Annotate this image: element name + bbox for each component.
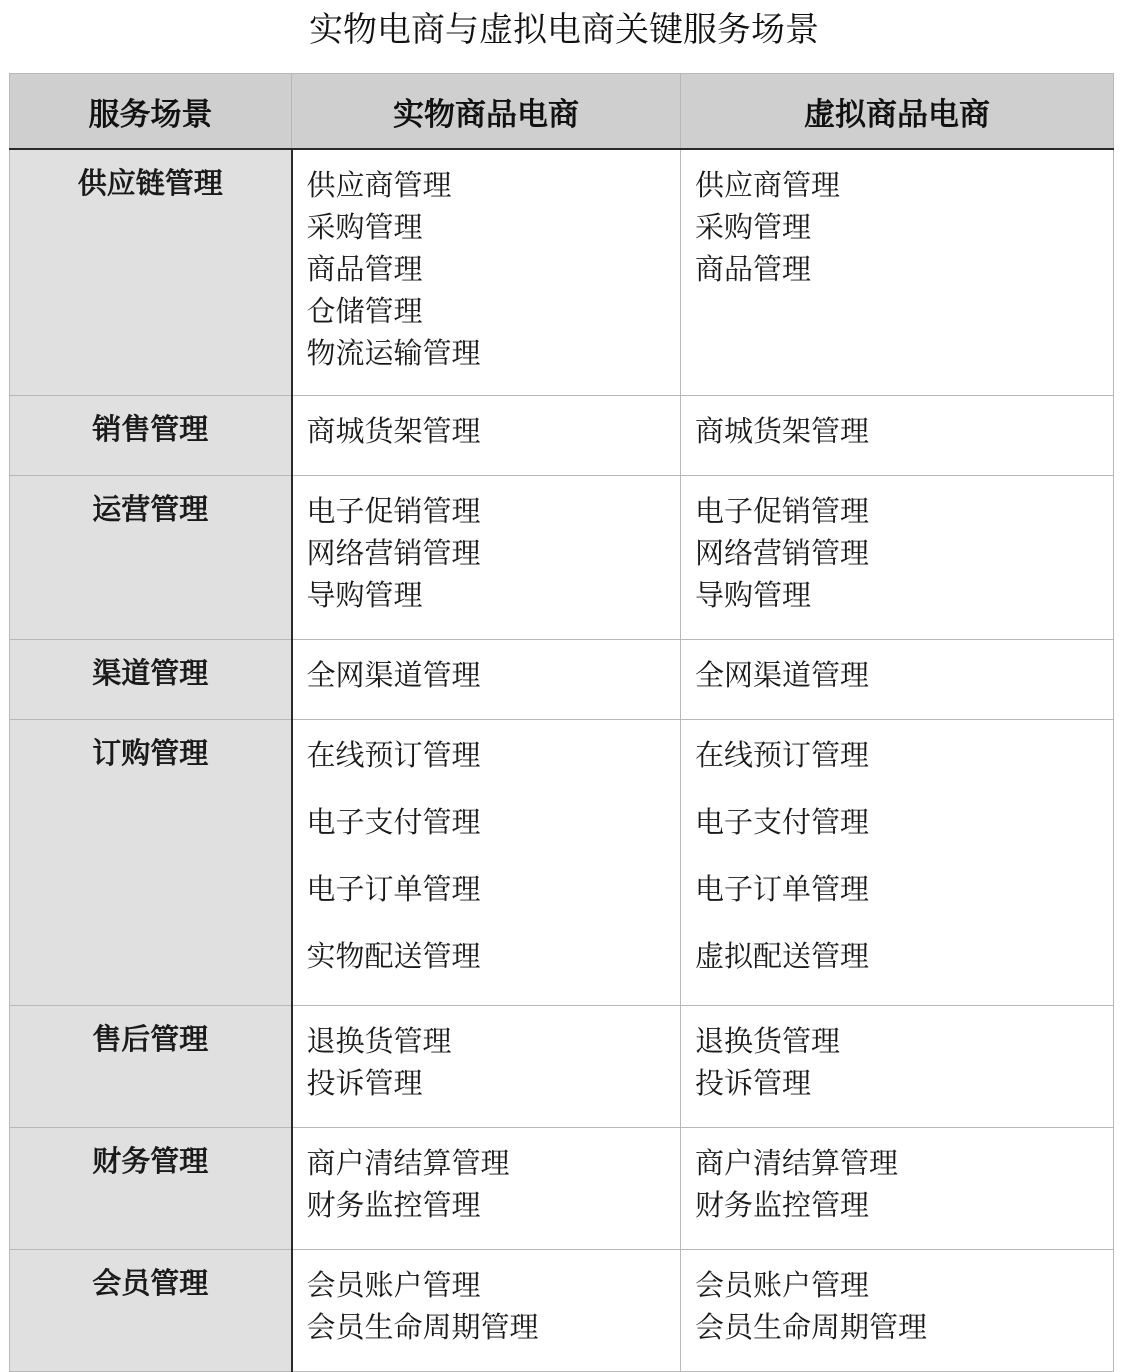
list-item: 在线预订管理 bbox=[306, 738, 481, 772]
service-scenario-table bbox=[9, 73, 1114, 1372]
header-virtual-ecommerce: 虚拟商品电商 bbox=[681, 74, 1114, 150]
table-row bbox=[10, 476, 1114, 640]
list-item: 投诉管理 bbox=[306, 1066, 423, 1100]
table-row bbox=[10, 396, 1114, 476]
table-row bbox=[10, 640, 1114, 720]
page-title: 实物电商与虚拟电商关键服务场景 bbox=[309, 10, 819, 50]
list-item: 全网渠道管理 bbox=[306, 658, 481, 692]
list-item: 虚拟配送管理 bbox=[695, 939, 870, 973]
list-item: 网络营销管理 bbox=[306, 536, 481, 570]
list-item: 会员账户管理 bbox=[306, 1268, 481, 1302]
list-item: 电子支付管理 bbox=[695, 805, 870, 839]
scene-cell: 会员管理 bbox=[10, 1250, 292, 1372]
physical-cell bbox=[292, 476, 681, 640]
virtual-cell bbox=[681, 149, 1114, 396]
list-item: 供应商管理 bbox=[695, 168, 841, 202]
physical-cell bbox=[292, 1006, 681, 1128]
scene-cell: 运营管理 bbox=[10, 476, 292, 640]
list-item: 退换货管理 bbox=[695, 1024, 841, 1058]
list-item: 商城货架管理 bbox=[695, 414, 870, 448]
list-item: 商品管理 bbox=[306, 252, 423, 286]
virtual-cell bbox=[681, 396, 1114, 476]
table-row bbox=[10, 149, 1114, 396]
list-item: 会员账户管理 bbox=[695, 1268, 870, 1302]
list-item: 商户清结算管理 bbox=[695, 1146, 899, 1180]
virtual-cell bbox=[681, 476, 1114, 640]
list-item: 电子订单管理 bbox=[306, 872, 481, 906]
virtual-cell bbox=[681, 720, 1114, 1006]
list-item: 在线预订管理 bbox=[695, 738, 870, 772]
list-item: 导购管理 bbox=[695, 578, 812, 612]
list-item: 商户清结算管理 bbox=[306, 1146, 510, 1180]
list-item: 商城货架管理 bbox=[306, 414, 481, 448]
list-item: 网络营销管理 bbox=[695, 536, 870, 570]
list-item: 采购管理 bbox=[306, 210, 423, 244]
physical-cell bbox=[292, 396, 681, 476]
list-item: 全网渠道管理 bbox=[695, 658, 870, 692]
table-row bbox=[10, 1128, 1114, 1250]
header-physical-ecommerce: 实物商品电商 bbox=[292, 74, 681, 150]
header-service-scene: 服务场景 bbox=[10, 74, 292, 150]
virtual-cell bbox=[681, 640, 1114, 720]
list-item: 电子促销管理 bbox=[695, 494, 870, 528]
physical-cell bbox=[292, 640, 681, 720]
physical-cell bbox=[292, 1250, 681, 1372]
scene-cell: 供应链管理 bbox=[10, 149, 292, 396]
list-item: 供应商管理 bbox=[306, 168, 452, 202]
physical-cell bbox=[292, 720, 681, 1006]
list-item: 退换货管理 bbox=[306, 1024, 452, 1058]
virtual-cell bbox=[681, 1128, 1114, 1250]
scene-cell: 售后管理 bbox=[10, 1006, 292, 1128]
list-item: 投诉管理 bbox=[695, 1066, 812, 1100]
scene-cell: 订购管理 bbox=[10, 720, 292, 1006]
list-item: 电子促销管理 bbox=[306, 494, 481, 528]
list-item: 商品管理 bbox=[695, 252, 812, 286]
physical-cell bbox=[292, 149, 681, 396]
virtual-cell bbox=[681, 1250, 1114, 1372]
list-item: 采购管理 bbox=[695, 210, 812, 244]
list-item: 会员生命周期管理 bbox=[306, 1310, 539, 1344]
list-item: 物流运输管理 bbox=[306, 336, 481, 370]
list-item: 导购管理 bbox=[306, 578, 423, 612]
header-row bbox=[10, 74, 1114, 150]
table-row bbox=[10, 1006, 1114, 1128]
table-row bbox=[10, 1250, 1114, 1372]
list-item: 电子订单管理 bbox=[695, 872, 870, 906]
table-body bbox=[10, 149, 1114, 1372]
list-item: 会员生命周期管理 bbox=[695, 1310, 928, 1344]
list-item: 电子支付管理 bbox=[306, 805, 481, 839]
scene-cell: 渠道管理 bbox=[10, 640, 292, 720]
list-item: 实物配送管理 bbox=[306, 939, 481, 973]
scene-cell: 财务管理 bbox=[10, 1128, 292, 1250]
virtual-cell bbox=[681, 1006, 1114, 1128]
physical-cell bbox=[292, 1128, 681, 1250]
scene-cell: 销售管理 bbox=[10, 396, 292, 476]
list-item: 财务监控管理 bbox=[306, 1188, 481, 1222]
list-item: 财务监控管理 bbox=[695, 1188, 870, 1222]
table-row bbox=[10, 720, 1114, 1006]
list-item: 仓储管理 bbox=[306, 294, 423, 328]
table-header bbox=[10, 74, 1114, 150]
